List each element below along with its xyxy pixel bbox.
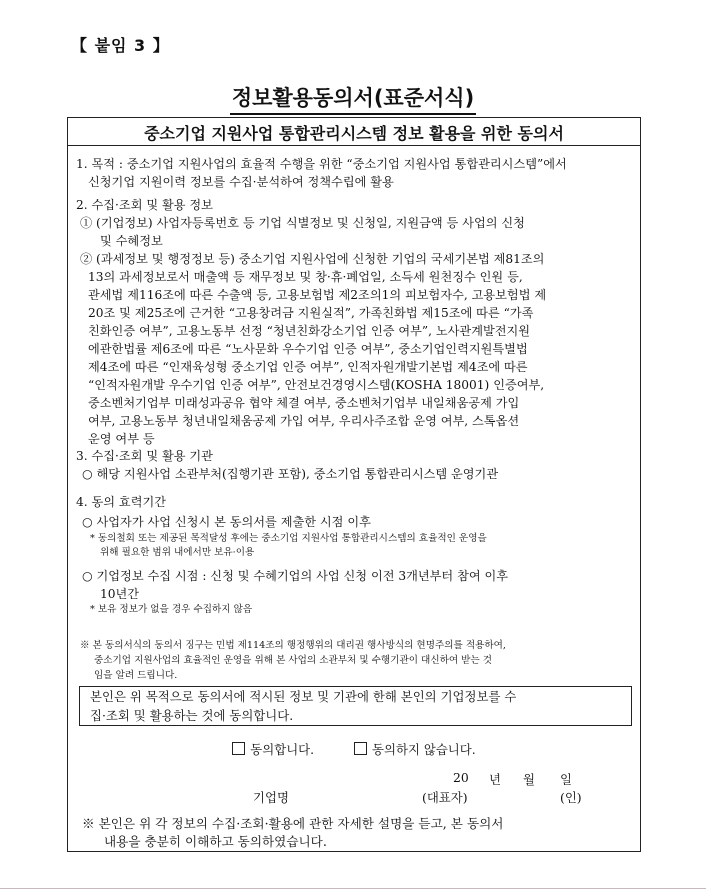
- collection-info-heading: 2. 수집·조회 및 활용 정보: [76, 198, 213, 212]
- tax-info-line-2: 13의 과세정보로서 매출액 등 재무정보 및 창·휴·폐업일, 소득세 원천징수 인원 등,: [88, 270, 523, 284]
- final-note-line-2: 내용을 충분히 이해하고 동의하였습니다.: [104, 834, 327, 849]
- validity-bullet-2-line-2: 10년간: [100, 587, 140, 601]
- date-year-unit: 년: [489, 772, 501, 787]
- purpose-line-1: 1. 목적 : 중소기업 지원사업의 효율적 수행을 위한 “중소기업 지원사업 통합관리시스템”에서: [76, 157, 567, 171]
- legal-note-line-3: 임을 알려 드립니다.: [94, 670, 178, 681]
- tax-info-line-9: 중소벤처기업부 미래성과공유 협약 체결 여부, 중소벤처기업부 내일채움공제 가입: [88, 396, 520, 410]
- consent-statement-box: [79, 686, 632, 726]
- agree-checkbox[interactable]: [232, 742, 245, 755]
- date-year: 20: [453, 770, 469, 785]
- company-info-line-2: 및 수혜정보: [100, 234, 163, 248]
- disagree-checkbox[interactable]: [354, 742, 367, 755]
- final-note-line-1: ※ 본인은 위 각 정보의 수집·조회·활용에 관한 자세한 설명을 듣고, 본 동의서: [82, 816, 504, 831]
- consent-statement-line-1: 본인은 위 목적으로 동의서에 적시된 정보 및 기관에 한해 본인의 기업정보를 수: [90, 689, 517, 704]
- tax-info-line-6: 에관한법률 제6조에 따른 “노사문화 우수기업 인증 여부”, 중소기업인력지원특별법: [88, 342, 528, 356]
- tax-info-line-3: 관세법 제116조에 따른 수출액 등, 고용보험법 제2조의1의 피보험자수, 고용보험법 제: [88, 288, 547, 302]
- seal-label: (인): [560, 790, 582, 805]
- date-day-unit: 일: [560, 772, 572, 787]
- tax-info-line-1: ② (과세정보 및 행정정보 등) 중소기업 지원사업에 신청한 기업의 국세기본법 제81조의: [80, 252, 545, 266]
- validity-bullet-2-line-1: ○ 기업정보 수집 시점 : 신청 및 수혜기업의 사업 신청 이전 3개년부터 참여 이후: [82, 569, 509, 583]
- date-month-unit: 월: [523, 772, 535, 787]
- disagree-option[interactable]: [354, 740, 476, 758]
- consent-choices: [68, 740, 640, 758]
- agencies-heading: 3. 수집·조회 및 활용 기관: [76, 449, 213, 463]
- attachment-label: 【 붙임 3 】: [71, 36, 170, 55]
- agree-label: 동의합니다.: [250, 742, 315, 757]
- page-bottom-rule: [0, 888, 706, 889]
- tax-info-line-5: 친화인증 여부”, 고용노동부 선정 “청년친화강소기업 인증 여부”, 노사관계발전지원: [88, 324, 531, 338]
- disagree-label: 동의하지 않습니다.: [372, 742, 476, 757]
- validity-note-2: * 보유 정보가 없을 경우 수집하지 않음: [90, 604, 253, 615]
- validity-note-1-line-1: * 동의철회 또는 제공된 목적달성 후에는 중소기업 지원사업 통합관리시스템의 효율적인 운영을: [90, 533, 487, 544]
- document-title: 정보활용동의서(표준서식): [230, 86, 476, 115]
- tax-info-line-10: 여부, 고용노동부 청년내일채움공제 가입 여부, 우리사주조합 운영 여부, 스톡옵션: [88, 414, 520, 428]
- purpose-line-2: 신청기업 지원이력 정보를 수집·분석하여 정책수립에 활용: [88, 175, 394, 189]
- form-title: 중소기업 지원사업 통합관리시스템 정보 활용을 위한 동의서: [144, 124, 564, 143]
- validity-heading: 4. 동의 효력기간: [76, 495, 167, 509]
- tax-info-line-8: “인적자원개발 우수기업 인증 여부”, 안전보건경영시스템(KOSHA 18001) 인증여부,: [88, 378, 545, 392]
- consent-statement-line-2: 집·조회 및 활용하는 것에 동의합니다.: [90, 707, 294, 723]
- tax-info-line-11: 운영 여부 등: [88, 432, 155, 446]
- tax-info-line-7: 제4조에 따른 “인재육성형 중소기업 인증 여부”, 인적자원개발기본법 제4조에 따른: [88, 360, 528, 374]
- validity-bullet-1: ○ 사업자가 사업 신청시 본 동의서를 제출한 시점 이후: [82, 515, 371, 529]
- agree-option[interactable]: [232, 740, 314, 758]
- validity-note-1-line-2: 위해 필요한 범위 내에서만 보유·이용: [100, 547, 255, 558]
- agencies-line: ○ 해당 지원사업 소관부처(집행기관 포함), 중소기업 통합관리시스템 운영기관: [82, 467, 499, 481]
- document-title-wrap: [0, 82, 706, 112]
- consent-form: [67, 117, 641, 852]
- company-info-line-1: ① (기업정보) 사업자등록번호 등 기업 식별정보 및 신청일, 지원금액 등 사업의 신청: [80, 216, 525, 230]
- representative-label: (대표자): [422, 790, 468, 805]
- legal-note-line-1: ※ 본 동의서식의 동의서 징구는 민법 제114조의 행정행위의 대리권 행사방식의 현명주의를 적용하여,: [80, 640, 506, 651]
- tax-info-line-4: 20조 및 제25조에 근거한 “고용창려금 지원실적”, 가족친화법 제15조에 따른 “가족: [88, 306, 534, 320]
- title-divider: [68, 145, 640, 146]
- company-name-label: 기업명: [253, 790, 289, 805]
- legal-note-line-2: 중소기업 지원사업의 효율적인 운영을 위해 본 사업의 소관부처 및 수행기관이 대신하여 받는 것: [94, 655, 493, 666]
